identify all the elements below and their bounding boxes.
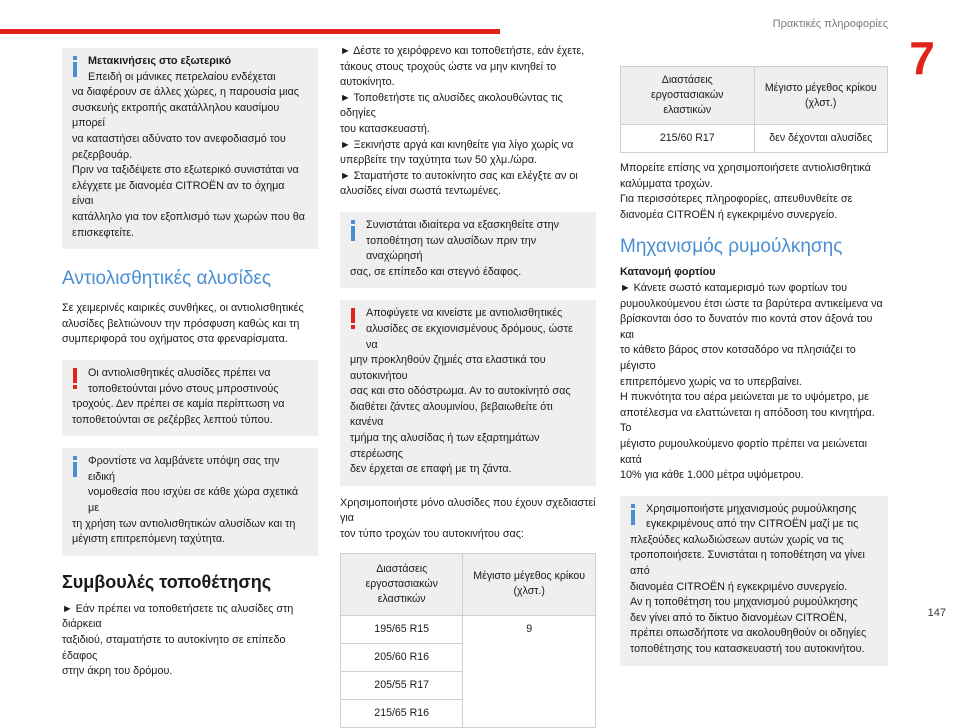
text-line: νομοθεσία που ισχύει σε κάθε χώρα σχετικά με [88,486,299,515]
text-line: Οι αντιολισθητικές αλυσίδες πρέπει να [88,366,271,379]
text-line: τροποποιήσετε. Συνιστάται η τοποθέτηση να γίνει από [630,549,865,578]
paragraph [340,44,596,200]
text-line: Φροντίστε να λαμβάνετε υπόψη σας την ειδική [88,455,280,483]
text-line: επισκεφτείτε. [72,226,134,239]
text-line: συμπεριφορά του οχήματος στα φρεναρίσματα. [62,333,288,346]
text-line: αλυσίδες είναι σωστά τεντωμένες. [340,185,502,198]
text-line: Χρησιμοποιήστε μηχανισμούς ρυμούλκησης [646,502,857,515]
subheading-load-distribution: Κατανομή φορτίου [620,266,716,279]
text-line: πλεξούδες καλωδιώσεων αυτών χωρίς να τις [630,533,844,546]
table-header-tyre-size: Διαστάσεις εργοστασιακών ελαστικών [621,67,755,125]
text-line: βρίσκονται όσο το δυνατόν πιο κοντά στον άξονά του και [620,313,873,341]
text-line: τροχούς. Δεν πρέπει σε καμία περίπτωση να [72,398,285,411]
chapter-number: 7 [909,32,935,84]
text-line: Αν η τοποθέτηση του μηχανισμού ρυμούλκησης [630,596,858,609]
info-icon [70,56,80,80]
text-line: επιτρεπόμενο χωρίς να το υπερβαίνει. [620,375,802,388]
text-line: ρυμουλκούμενου έτσι ώστε τα βαρύτερα αντικείμενα να [620,297,883,310]
text-line: σας, σε επίπεδο και στεγνό έδαφος. [350,265,522,278]
text-line: διαθέτει ζάντες αλουμινίου, βεβαιωθείτε ότι κανένα [350,400,553,429]
text-line: τμήμα της αλυσίδας ή των εξαρτημάτων στερέωσης [350,432,540,460]
text-line: Σε χειμερινές καιρικές συνθήκες, οι αντιολισθητικές [62,302,304,315]
paragraph [62,602,318,680]
info-box-practice [340,212,596,288]
table-header-max-link: Μέγιστο μέγεθος κρίκου (χλστ.) [463,553,596,615]
section-title-towbar: Μηχανισμός ρυμούλκησης [620,236,843,258]
paragraph [340,496,596,543]
text-line: τον τύπο τροχών του αυτοκινήτου σας: [340,528,524,541]
text-line: κατάλληλο για τον εξοπλισμό των χωρών που θα [72,210,305,223]
header-title: Πρακτικές πληροφορίες [772,18,888,30]
text-line: μέγιστη επιτρεπόμενη ταχύτητα. [72,533,226,546]
text-line: Αποφύγετε να κινείστε με αντιολισθητικές [366,307,563,320]
warning-box-front-wheels [62,360,318,436]
text-line: ► Δέστε το χειρόφρενο και τοποθετήστε, εάν έχετε, [340,45,585,57]
table-cell: δεν δέχονται αλυσίδες [754,125,888,153]
text-line: υπερβείτε την ταχύτητα των 50 χλμ./ώρα. [340,154,538,167]
info-icon [70,456,80,480]
text-line: εγκεκριμένους από την CITROËN μαζί με τις [646,518,859,531]
text-line: συσκευής εκτροπής ακατάλληλου καυσίμου μπορεί [72,101,280,130]
info-box-travel-abroad [62,48,318,249]
table-cell: 205/55 R17 [341,671,463,699]
table-cell: 195/65 R15 [341,615,463,643]
paragraph [62,301,318,348]
table-cell: 205/60 R16 [341,643,463,671]
table-cell-max-link: 9 [463,615,596,727]
text-line: Συνιστάται ιδιαίτερα να εξασκηθείτε στην [366,218,559,231]
table-header-row [621,67,888,125]
text-line: στην άκρη του δρόμου. [62,665,173,678]
info-box-title: Μετακινήσεις στο εξωτερικό [88,55,232,67]
text-line: το κάθετο βάρος στον κοτσαδόρο να πλησιάζει το μέγιστο [620,344,856,372]
text-line: ► Ξεκινήστε αργά και κινηθείτε για λίγο χωρίς να [340,138,574,151]
column-1 [62,48,318,680]
info-icon [628,504,638,528]
text-line: Πριν να ταξιδέψετε στο εξωτερικό συνιστάται να [72,164,299,177]
paragraph [620,281,888,484]
text-line: τοποθέτησης του κατασκευαστή του αυτοκινήτου. [630,643,865,656]
text-line: αλυσίδες σε εκχιονισμένους δρόμους, ώστε να [366,322,573,351]
text-line: καλύμματα τροχών. [620,177,713,190]
text-line: ρεζερβουάρ. [72,148,133,161]
text-line: τοποθέτηση των αλυσίδων πριν την αναχώρησή [366,234,537,263]
table-header-max-link: Μέγιστο μέγεθος κρίκου (χλστ.) [754,67,888,125]
text-line: Μπορείτε επίσης να χρησιμοποιήσετε αντιολισθητικά [620,162,871,174]
text-line: τοποθετούνται μόνο στους μπροστινούς [88,382,279,395]
warning-icon [348,308,358,332]
paragraph [620,161,888,223]
text-line: ► Σταματήστε το αυτοκίνητο σας και ελέγξτε αν οι [340,169,578,182]
chains-table [340,553,596,728]
table-header-row [341,553,596,615]
info-icon [348,220,358,244]
text-line: να καταστήσει αδύνατο τον ανεφοδιασμό του [72,132,286,145]
text-line: τη χρήση των αντιολισθητικών αλυσίδων και τη [72,517,296,530]
table-cell: 215/60 R17 [621,125,755,153]
text-line: ► Τοποθετήστε τις αλυσίδες ακολουθώντας τις οδηγίες [340,91,563,120]
text-line: του κατασκευαστή. [340,122,430,135]
text-line: διανομέα CITROËN ή εγκεκριμένο συνεργείο. [630,580,848,593]
text-line: τοποθετούνται σε ρεζέρβες λεπτού τύπου. [72,413,273,426]
chains-table-continued [620,66,888,153]
text-line: ελέγχετε με διανομέα CITROËN αν το όχημα είναι [72,179,285,208]
table-cell: 215/65 R16 [341,699,463,727]
column-3 [620,66,888,684]
column-2 [340,44,596,728]
text-line: αλυσίδες βελτιώνουν την πρόσφυση καθώς και τη [62,317,300,330]
info-box-legislation [62,448,318,556]
text-line: Επειδή οι μάνικες πετρελαίου ενδέχεται [88,70,276,83]
text-line: δεν έρχεται σε επαφή με τη ζάντα. [350,463,512,476]
text-line: ταξιδιού, σταματήστε το αυτοκίνητο σε επίπεδο έδαφος [62,634,286,662]
text-line: αποτέλεσμα να ελαττώνεται η απόδοση του κινητήρα. Το [620,406,875,435]
text-line: ► Εάν πρέπει να τοποθετήσετε τις αλυσίδες στη διάρκεια [62,602,294,631]
warning-box-snow-roads [340,300,596,486]
text-line: να διαφέρουν σε άλλες χώρες, η παρουσία μιας [72,86,300,99]
text-line: ► Κάνετε σωστό καταμερισμό των φορτίων του [620,281,848,294]
text-line: πρέπει οπωσδήποτε να ακολουθηθούν οι οδηγίες [630,627,867,640]
text-line: μέγιστο ρυμουλκούμενο φορτίο πρέπει να μειώνεται κατά [620,437,867,466]
text-line: Η πυκνότητα του αέρα μειώνεται με το υψόμετρο, με [620,391,869,404]
section-title-fitting-advice: Συμβουλές τοποθέτησης [62,571,272,592]
text-line: δεν γίνει από το δίκτυο διανομέων CITROËN, [630,611,847,624]
text-line: τάκους στους τροχούς ώστε να μην κινηθεί το αυτοκίνητο. [340,60,557,89]
table-row [621,125,888,153]
text-line: διανομέα CITROËN ή εγκεκριμένο συνεργείο. [620,208,838,221]
info-box-towbar [620,496,888,666]
text-line: μην προκληθούν ζημιές στα ελαστικά του αυτοκινήτου [350,354,546,382]
text-line: σας και στο οδόστρωμα. Αν το αυτοκίνητό σας [350,385,571,398]
page-number: 147 [927,607,946,619]
text-line: Χρησιμοποιήστε μόνο αλυσίδες που έχουν σχεδιαστεί για [340,496,596,525]
header-accent-bar [0,29,500,34]
text-line: Για περισσότερες πληροφορίες, απευθυνθείτε σε [620,193,853,206]
table-header-tyre-size: Διαστάσεις εργοστασιακών ελαστικών [341,553,463,615]
text-line: 10% για κάθε 1.000 μέτρα υψόμετρου. [620,469,804,482]
section-title-snow-chains: Αντιολισθητικές αλυσίδες [62,268,272,290]
table-row [341,615,596,643]
warning-icon [70,368,80,392]
